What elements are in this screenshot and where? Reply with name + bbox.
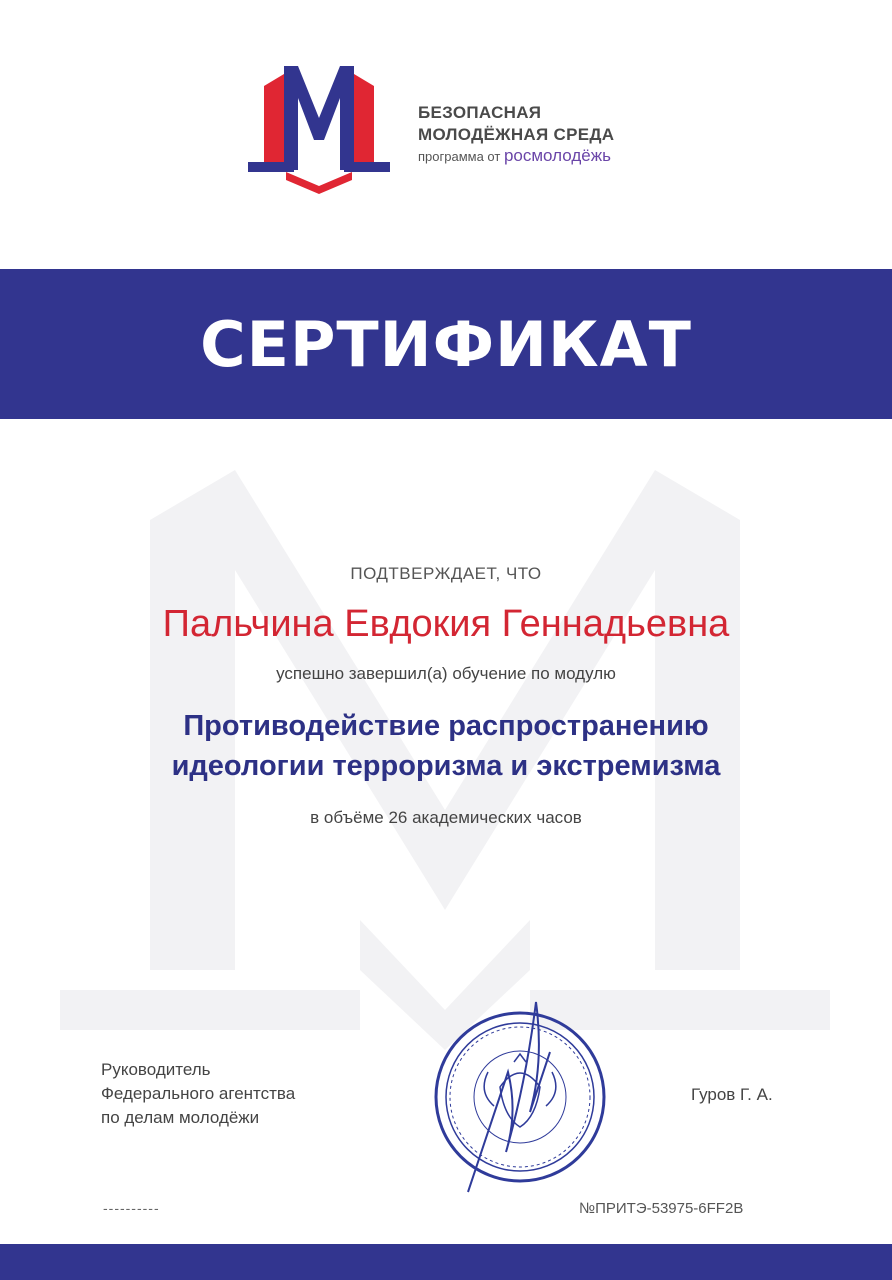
signer-position-line2: Федерального агентства <box>101 1084 296 1103</box>
signer-name: Гуров Г. А. <box>691 1085 773 1104</box>
recipient-name: Пальчина Евдокия Геннадьевна <box>162 603 730 645</box>
footer-dashes: ---------- <box>103 1200 160 1216</box>
logo-program-prefix: программа от <box>418 149 501 164</box>
m-shield-emblem-icon <box>246 62 392 196</box>
logo-title-line2: МОЛОДЁЖНАЯ СРЕДА <box>418 125 615 144</box>
logo-subtitle <box>418 146 614 167</box>
confirm-text: ПОДТВЕРЖДАЕТ, ЧТО <box>350 564 542 583</box>
logo <box>246 62 666 198</box>
certificate-body <box>0 560 892 828</box>
hours-text: в объёме 26 академических часов <box>310 808 582 827</box>
module-title-line1: Противодействие распространению <box>183 710 709 742</box>
logo-text <box>418 102 614 167</box>
logo-brand: росмолодёжь <box>503 146 611 165</box>
completed-text: успешно завершил(а) обучение по модулю <box>276 664 616 683</box>
logo-title-line1: БЕЗОПАСНАЯ <box>418 103 542 122</box>
module-title <box>0 706 892 786</box>
official-seal-icon <box>428 992 618 1202</box>
signer-position-line1: Руководитель <box>101 1060 211 1079</box>
module-title-line2: идеологии терроризма и экстремизма <box>171 750 721 782</box>
title-banner <box>0 269 892 419</box>
signer-position <box>101 1058 295 1130</box>
signer-position-line3: по делам молодёжи <box>101 1108 260 1127</box>
certificate-title: СЕРТИФИКАТ <box>200 307 692 381</box>
footer-bar <box>0 1244 892 1280</box>
certificate-number: №ПРИТЭ-53975-6FF2B <box>579 1200 744 1217</box>
